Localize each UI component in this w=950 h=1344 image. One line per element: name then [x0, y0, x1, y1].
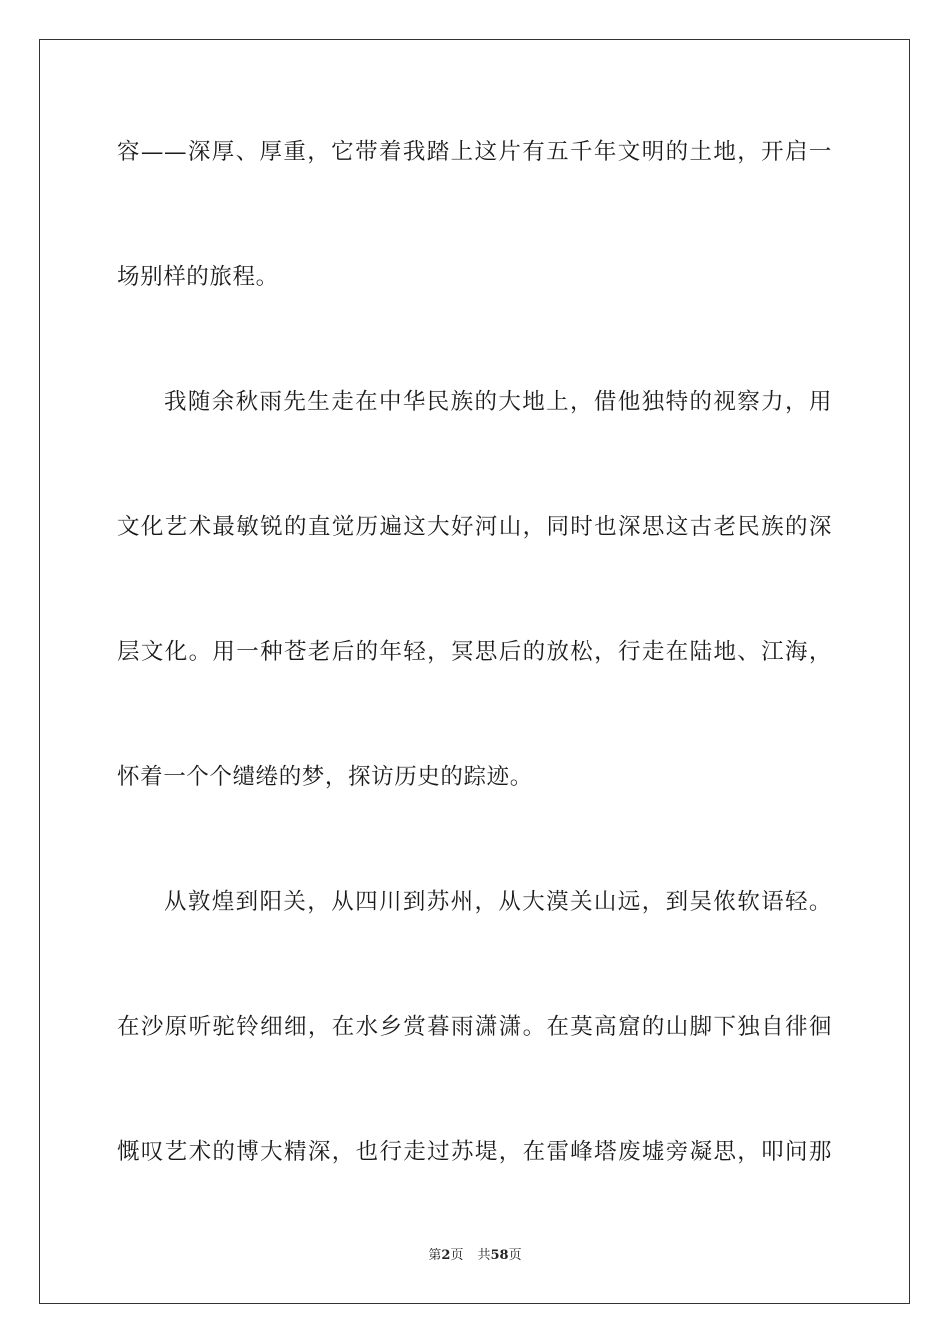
total-pages: 58 — [490, 1248, 509, 1263]
body-text-line: 场别样的旅程。 — [117, 264, 279, 290]
body-text-line: 容——深厚、厚重，它带着我踏上这片有五千年文明的土地，开启一 — [117, 139, 832, 165]
body-text-line: 慨叹艺术的博大精深，也行走过苏堤，在雷峰塔废墟旁凝思，叩问那 — [117, 1139, 832, 1165]
body-text-line: 从敦煌到阳关，从四川到苏州，从大漠关山远，到吴侬软语轻。 — [164, 889, 832, 915]
page-border — [39, 39, 910, 1304]
total-prefix: 共 — [477, 1248, 491, 1263]
page-footer — [0, 1247, 950, 1265]
page-suffix: 页 — [450, 1248, 464, 1263]
body-text-line: 文化艺术最敏锐的直觉历遍这大好河山，同时也深思这古老民族的深 — [117, 514, 832, 540]
total-suffix: 页 — [508, 1248, 522, 1263]
body-text-line: 我随余秋雨先生走在中华民族的大地上，借他独特的视察力，用 — [164, 389, 832, 415]
body-text-line: 怀着一个个缱绻的梦，探访历史的踪迹。 — [117, 764, 533, 790]
body-text-line: 层文化。用一种苍老后的年轻，冥思后的放松，行走在陆地、江海， — [117, 639, 832, 665]
page-prefix: 第 — [428, 1248, 442, 1263]
body-text-line: 在沙原听驼铃细细，在水乡赏暮雨潇潇。在莫高窟的山脚下独自徘徊 — [117, 1014, 832, 1040]
page-number: 2 — [441, 1248, 451, 1263]
